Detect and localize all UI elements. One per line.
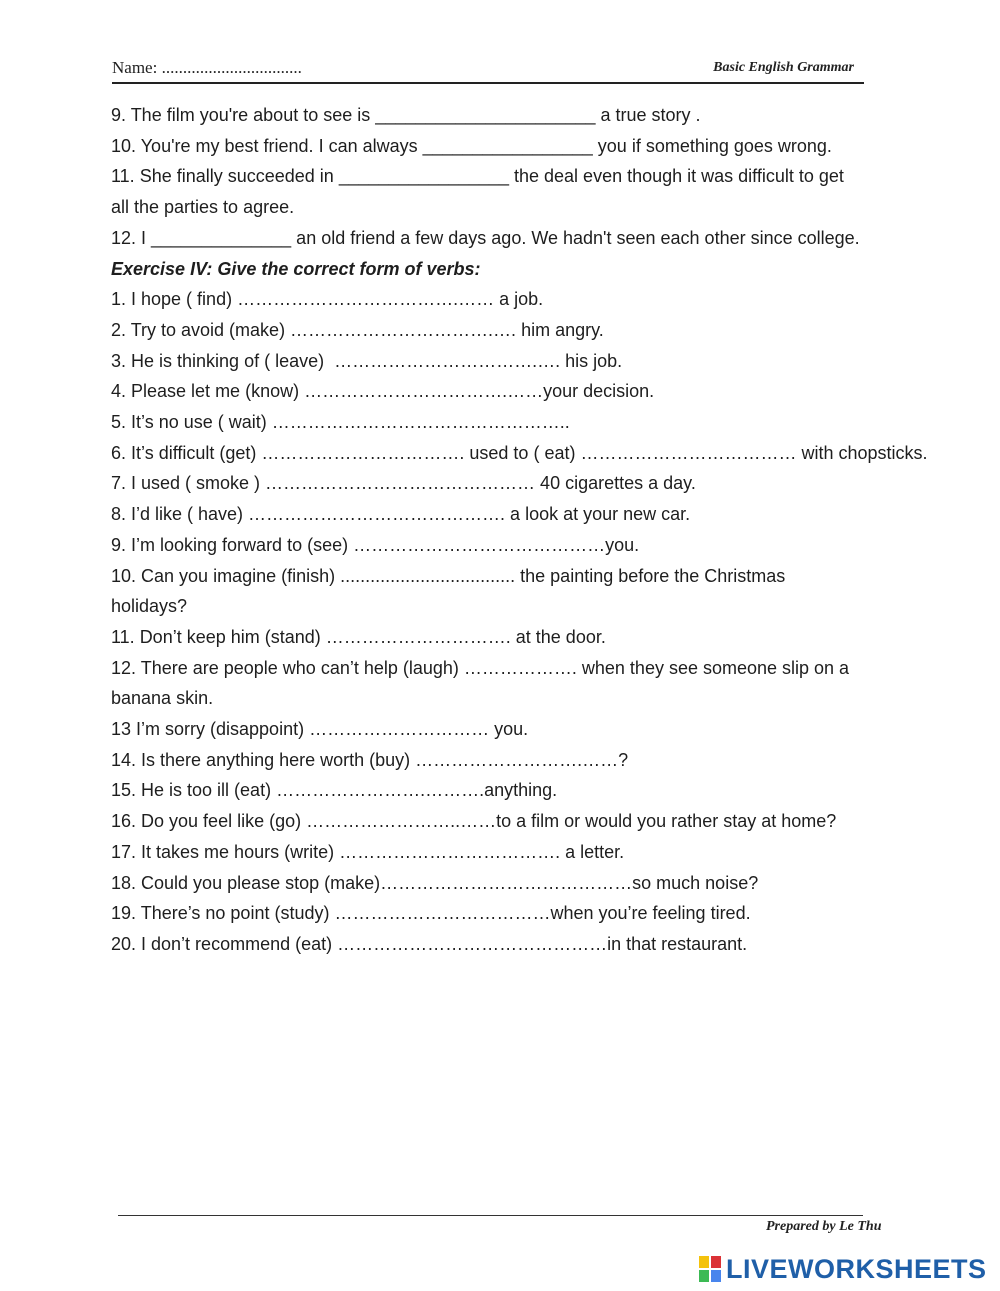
footer-divider [118, 1215, 863, 1216]
header-title: Basic English Grammar [713, 60, 854, 75]
exercise-4-line: 9. I’m looking forward to (see) ……………………………………you. [111, 534, 640, 555]
exercise-3-line: 12. I ______________ an old friend a few days ago. We hadn't seen each other since college. [111, 227, 860, 248]
exercise-3-line: all the parties to agree. [111, 197, 295, 218]
exercise-4-line: 1. I hope ( find) ……………………………….…… a job. [111, 289, 544, 310]
page-header [112, 52, 864, 84]
exercise-4-line: 15. He is too ill (eat) …………………….……….anything. [111, 780, 558, 801]
exercise-4-line: 16. Do you feel like (go) ……………………..……to a film or would you rather stay at home? [111, 811, 837, 832]
exercise-4-line: 19. There’s no point (study) ………………………………when you’re feeling tired. [111, 903, 751, 924]
exercise-4-line: banana skin. [111, 688, 214, 709]
exercise-4-line: 7. I used ( smoke ) ……………………………………… 40 cigarettes a day. [111, 473, 696, 494]
exercise-4-line: 3. He is thinking of ( leave) …………………………….…. his job. [111, 350, 623, 371]
exercise-4-line: 13 I’m sorry (disappoint) ………………………… you. [111, 719, 529, 740]
exercise-4-line: 2. Try to avoid (make) …………………………….…. him angry. [111, 319, 604, 340]
exercise-4-line: 6. It’s difficult (get) ……………………………. used to ( eat) ……………………………… with chopsticks. [111, 442, 928, 463]
exercise-4-line: 11. Don’t keep him (stand) …………………………. at the door. [111, 626, 606, 647]
exercise-4-line: 17. It takes me hours (write) ………………………………. a letter. [111, 841, 625, 862]
exercise-4-line: 14. Is there anything here worth (buy) ……………………….……? [111, 749, 629, 770]
exercise-3-line: 11. She finally succeeded in _________________ the deal even though it was difficult to get [111, 166, 844, 187]
exercise-4-line: 5. It’s no use ( wait) ………………………………………….. [111, 412, 570, 433]
exercise-3-line: 10. You're my best friend. I can always _________________ you if something goes wrong. [111, 135, 832, 156]
exercise-4-section [111, 284, 928, 959]
exercise-4-line: 8. I’d like ( have) ……………………………………. a look at your new car. [111, 504, 691, 525]
liveworksheets-wordmark: LIVEWORKSHEETS [726, 1253, 987, 1284]
exercise-4-line: 12. There are people who can’t help (laugh) ………………. when they see someone slip on a [111, 657, 850, 678]
worksheet-content [111, 100, 928, 960]
liveworksheets-brand[interactable] [698, 1253, 987, 1285]
exercise-4-line: holidays? [111, 596, 188, 617]
name-label: Name: ................................. [112, 58, 302, 77]
footer-credit: Prepared by Le Thu [766, 1219, 882, 1234]
exercise-4-heading: Exercise IV: Give the correct form of verbs: [111, 258, 481, 279]
exercise-3-section [111, 100, 921, 254]
exercise-4-line: 20. I don’t recommend (eat) ………………………………………in that restaurant. [111, 933, 748, 954]
exercise-4-line: 4. Please let me (know) …………………………….……your decision. [111, 381, 655, 402]
exercise-3-line: 9. The film you're about to see is ______________________ a true story . [111, 105, 701, 125]
liveworksheets-logo-icon [698, 1255, 722, 1283]
exercise-4-line: 10. Can you imagine (finish) ................................... the painting before the Christmas [111, 565, 786, 586]
exercise-4-line: 18. Could you please stop (make)……………………………………so much noise? [111, 872, 759, 893]
